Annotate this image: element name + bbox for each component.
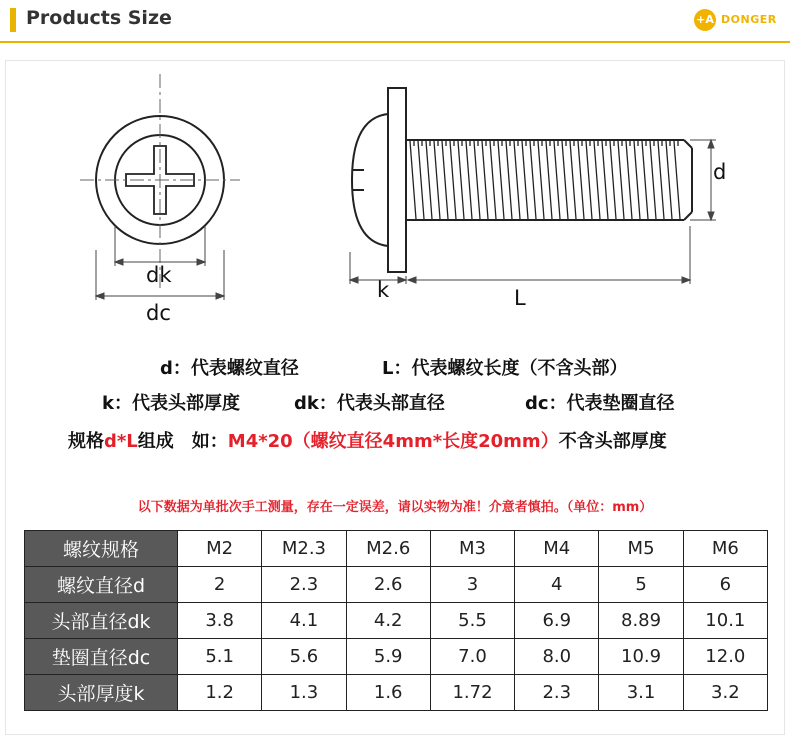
legend-key: k <box>102 393 114 414</box>
head-centerlines <box>80 74 240 290</box>
legend-dc <box>525 389 675 415</box>
spec-format: d*L <box>104 431 138 452</box>
table-cell: M5 <box>599 531 683 567</box>
table-cell: 5.6 <box>262 639 346 675</box>
table-row <box>25 639 768 675</box>
thread-stroke <box>442 141 448 219</box>
thread-stroke <box>658 141 664 219</box>
thread-stroke <box>482 141 488 219</box>
table-cell: 1.2 <box>178 675 262 711</box>
d-label: d <box>713 160 727 184</box>
table-cell: 3 <box>430 567 514 603</box>
thread-stroke <box>490 141 496 219</box>
table-cell: 2.3 <box>262 567 346 603</box>
table-cell: 7.0 <box>430 639 514 675</box>
table-cell: M2.3 <box>262 531 346 567</box>
k-label: k <box>377 278 390 302</box>
thread-stroke <box>522 141 528 219</box>
thread-stroke <box>586 141 592 219</box>
row-header: 头部厚度k <box>25 675 178 711</box>
screw-dimension-diagram <box>0 0 790 340</box>
table-cell: 2.3 <box>515 675 599 711</box>
table-cell: M3 <box>430 531 514 567</box>
thread-stroke <box>642 141 648 219</box>
table-row <box>25 567 768 603</box>
table-cell: M2 <box>178 531 262 567</box>
table-cell: 12.0 <box>683 639 767 675</box>
logo-mark-icon: +A <box>694 9 716 31</box>
thread-stroke <box>466 141 472 219</box>
legend-text: ：代表头部厚度 <box>113 393 240 414</box>
table-cell: 10.1 <box>683 603 767 639</box>
table-cell: 3.2 <box>683 675 767 711</box>
legend-text: ：代表螺纹长度（不含头部） <box>393 358 628 379</box>
row-header: 螺纹规格 <box>25 531 178 567</box>
legend-dk <box>294 389 445 415</box>
table-cell: 6 <box>683 567 767 603</box>
measurement-notice: 以下数据为单批次手工测量，存在一定误差，请以实物为准！介意者慎拍。（单位：mm） <box>137 500 653 515</box>
table-cell: M2.6 <box>346 531 430 567</box>
spec-example: M4*20（螺纹直径4mm*长度20mm） <box>227 431 559 452</box>
thread-stroke <box>650 141 656 219</box>
table-cell: 5.1 <box>178 639 262 675</box>
thread-stroke <box>562 141 568 219</box>
spec-mid: 组成 如： <box>137 431 228 452</box>
legend-k <box>102 389 240 415</box>
legend-key: L <box>382 358 394 379</box>
thread-stroke <box>602 141 608 219</box>
table-cell: 1.3 <box>262 675 346 711</box>
screw-side-view <box>352 88 692 272</box>
table-cell: 5 <box>599 567 683 603</box>
thread-stroke <box>530 141 536 219</box>
thread-stroke <box>674 141 680 219</box>
legend-spec-example <box>68 427 667 453</box>
row-header: 螺纹直径d <box>25 567 178 603</box>
table-cell: 4 <box>515 567 599 603</box>
thread-stroke <box>426 141 432 219</box>
table-cell: 2.6 <box>346 567 430 603</box>
thread-stroke <box>514 141 520 219</box>
L-dimension <box>408 226 690 284</box>
thread-stroke <box>666 141 672 219</box>
table-cell: M6 <box>683 531 767 567</box>
legend-L <box>382 354 627 380</box>
table-cell: 10.9 <box>599 639 683 675</box>
table-row <box>25 531 768 567</box>
row-header: 垫圈直径dc <box>25 639 178 675</box>
thread-stroke <box>506 141 512 219</box>
thread-stroke <box>458 141 464 219</box>
thread-stroke <box>410 141 416 219</box>
thread-stroke <box>434 141 440 219</box>
dc-label: dc <box>146 301 171 325</box>
thread-stroke <box>594 141 600 219</box>
legend-key: dc <box>525 393 549 414</box>
thread-stroke <box>418 141 424 219</box>
table-cell: 8.89 <box>599 603 683 639</box>
table-cell: 5.5 <box>430 603 514 639</box>
thread-pattern <box>410 141 680 219</box>
thread-stroke <box>578 141 584 219</box>
thread-stroke <box>546 141 552 219</box>
table-cell: 1.6 <box>346 675 430 711</box>
row-header: 头部直径dk <box>25 603 178 639</box>
table-cell: 1.72 <box>430 675 514 711</box>
thread-stroke <box>450 141 456 219</box>
spec-prefix: 规格 <box>68 431 104 452</box>
thread-stroke <box>618 141 624 219</box>
thread-stroke <box>634 141 640 219</box>
thread-stroke <box>554 141 560 219</box>
table-cell: 2 <box>178 567 262 603</box>
table-cell: 3.1 <box>599 675 683 711</box>
table-cell: 4.2 <box>346 603 430 639</box>
table-row <box>25 603 768 639</box>
table-cell: 4.1 <box>262 603 346 639</box>
thread-stroke <box>626 141 632 219</box>
dk-label: dk <box>146 263 172 287</box>
legend-text: ：代表头部直径 <box>318 393 445 414</box>
thread-stroke <box>570 141 576 219</box>
legend-text: ：代表螺纹直径 <box>172 358 299 379</box>
L-label: L <box>514 286 526 310</box>
section-title: Products Size <box>26 7 172 29</box>
legend-text: ：代表垫圈直径 <box>548 393 675 414</box>
size-spec-table <box>24 530 768 711</box>
table-cell: M4 <box>515 531 599 567</box>
logo-text: DONGER <box>721 13 777 26</box>
spec-suffix: 不含头部厚度 <box>558 431 667 452</box>
table-cell: 5.9 <box>346 639 430 675</box>
legend-key: dk <box>294 393 319 414</box>
table-cell: 8.0 <box>515 639 599 675</box>
table-row <box>25 675 768 711</box>
table-cell: 6.9 <box>515 603 599 639</box>
thread-stroke <box>474 141 480 219</box>
thread-stroke <box>610 141 616 219</box>
thread-stroke <box>538 141 544 219</box>
thread-stroke <box>498 141 504 219</box>
legend-key: d <box>160 358 173 379</box>
table-cell: 3.8 <box>178 603 262 639</box>
legend-d <box>160 354 299 380</box>
